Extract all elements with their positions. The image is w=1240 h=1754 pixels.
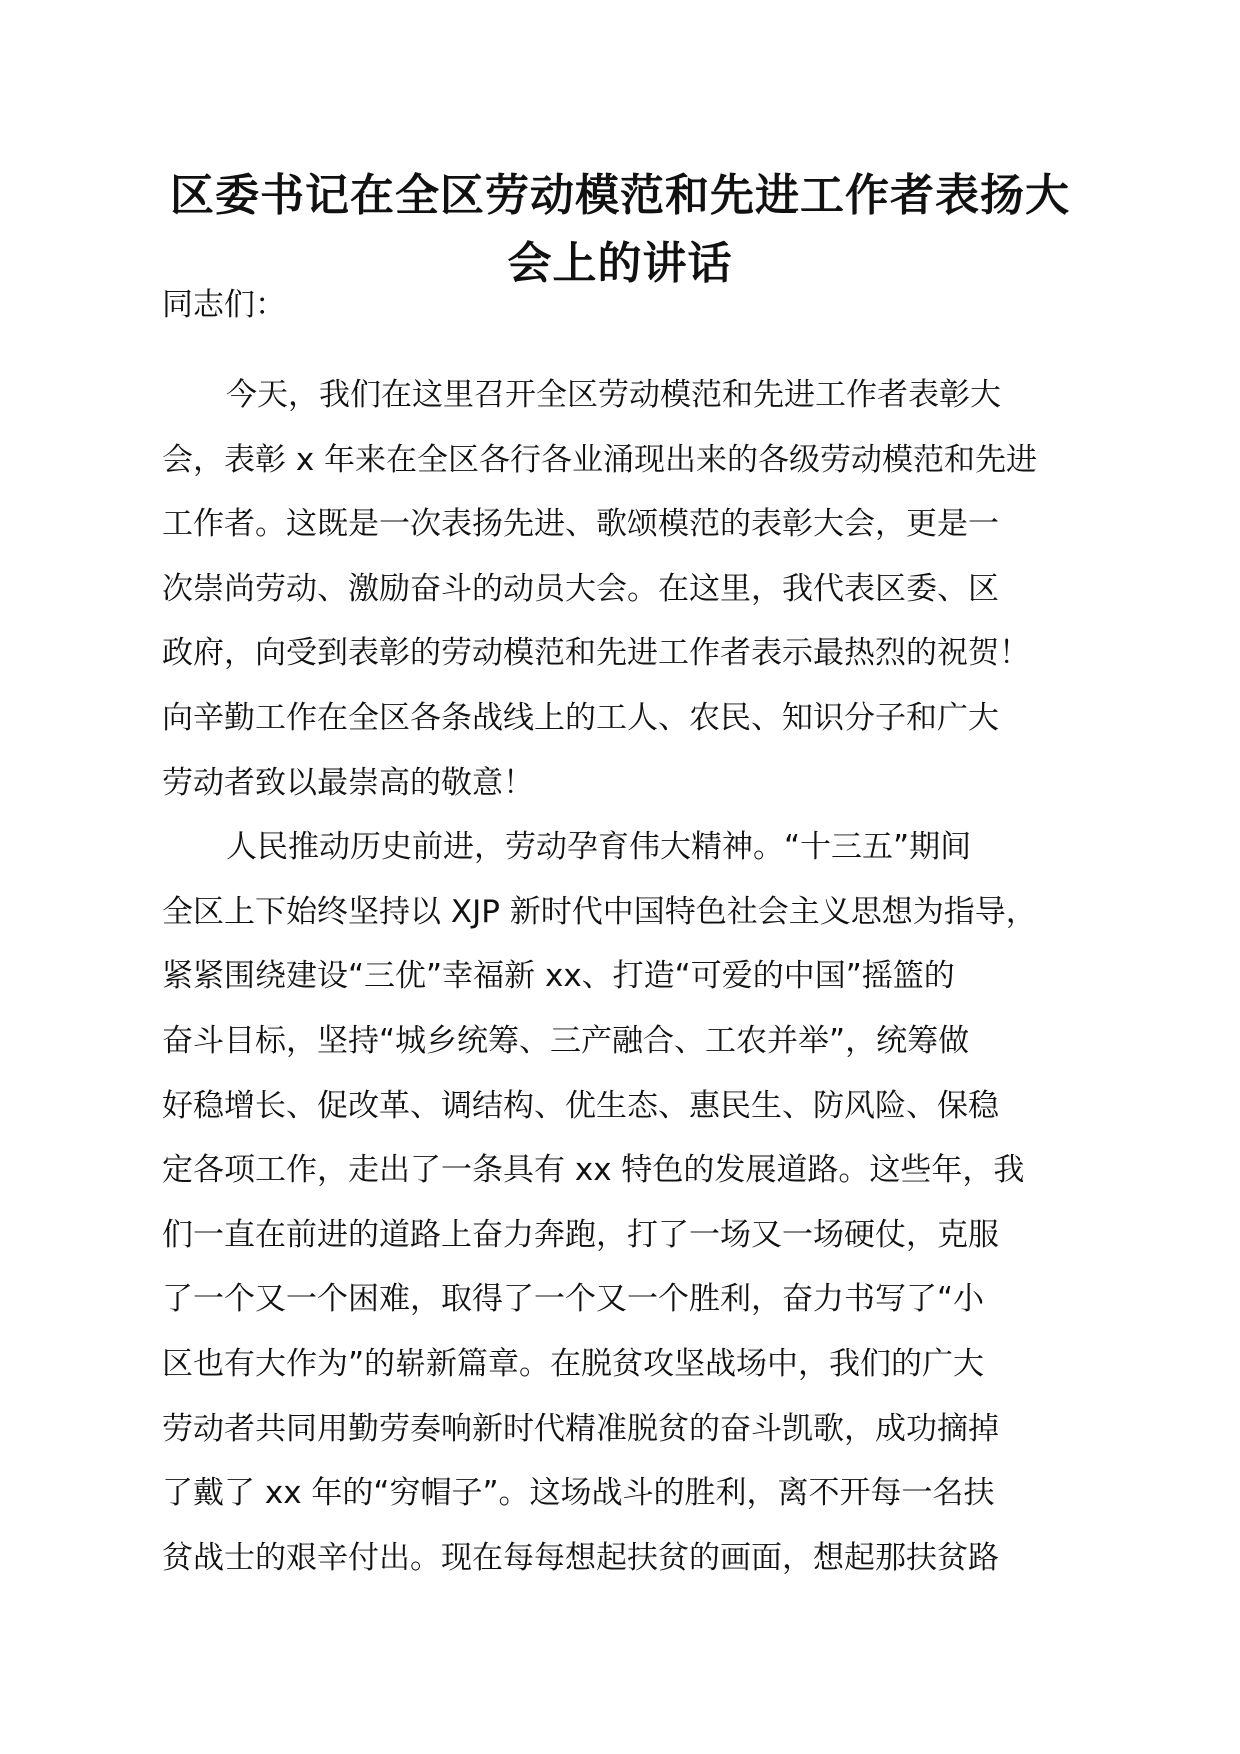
text-line: 会，表彰 x 年来在全区各行各业涌现出来的各级劳动模范和先进 bbox=[162, 441, 1038, 478]
text-line: 政府，向受到表彰的劳动模范和先进工作者表示最热烈的祝贺！ bbox=[162, 635, 1030, 672]
text-line: 紧紧围绕建设“三优”幸福新 xx、打造“可爱的中国”摇篮的 bbox=[162, 958, 955, 995]
text-line: 次崇尚劳动、激励奋斗的动员大会。在这里，我代表区委、区 bbox=[162, 570, 999, 607]
document-body bbox=[162, 363, 1122, 1590]
page-title: 区委书记在全区劳动模范和先进工作者表扬大会上的讲话 bbox=[170, 170, 1070, 289]
text-line: 奋斗目标，坚持“城乡统筹、三产融合、工农并举”，统筹做 bbox=[162, 1022, 970, 1059]
text-line: 了一个又一个困难，取得了一个又一个胜利，奋力书写了“小 bbox=[162, 1281, 985, 1318]
text-line: 劳动者共同用勤劳奏响新时代精准脱贫的奋斗凯歌，成功摘掉 bbox=[162, 1410, 999, 1447]
text-line: 了戴了 xx 年的“穷帽子”。这场战斗的胜利，离不开每一名扶 bbox=[162, 1475, 995, 1512]
text-line: 定各项工作，走出了一条具有 xx 特色的发展道路。这些年，我 bbox=[162, 1152, 1025, 1189]
text-line: 工作者。这既是一次表扬先进、歌颂模范的表彰大会，更是一 bbox=[162, 506, 999, 543]
text-line: 好稳增长、促改革、调结构、优生态、惠民生、防风险、保稳 bbox=[162, 1087, 999, 1124]
text-line: 贫战士的艰辛付出。现在每每想起扶贫的画面，想起那扶贫路 bbox=[162, 1539, 999, 1576]
salutation: 同志们： bbox=[162, 287, 286, 323]
text-line: 人民推动历史前进，劳动孕育伟大精神。“十三五”期间 bbox=[226, 829, 972, 866]
text-line: 今天，我们在这里召开全区劳动模范和先进工作者表彰大 bbox=[226, 377, 1001, 413]
paragraph bbox=[162, 363, 1122, 815]
text-line: 全区上下始终坚持以 XJP 新时代中国特色社会主义思想为指导， bbox=[162, 893, 1037, 930]
text-line: 劳动者致以最崇高的敬意！ bbox=[162, 764, 534, 801]
text-line: 区也有大作为”的崭新篇章。在脱贫攻坚战场中，我们的广大 bbox=[162, 1345, 985, 1382]
text-line: 们一直在前进的道路上奋力奔跑，打了一场又一场硬仗，克服 bbox=[162, 1216, 999, 1253]
paragraph bbox=[162, 815, 1122, 1590]
text-line: 向辛勤工作在全区各条战线上的工人、农民、知识分子和广大 bbox=[162, 699, 999, 736]
